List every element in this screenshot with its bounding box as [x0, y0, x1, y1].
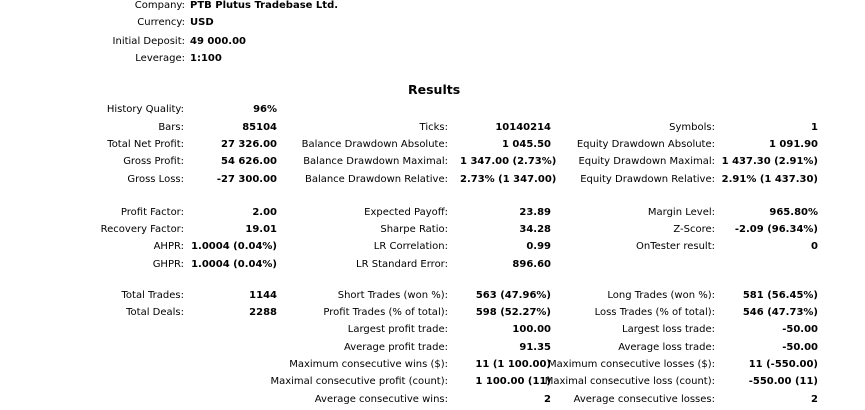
profit-factor-value: 2.00	[252, 207, 277, 218]
total-trades-label: Total Trades:	[121, 290, 184, 301]
leverage-label: Leverage:	[135, 53, 185, 64]
loss-trades-label: Loss Trades (% of total):	[594, 307, 715, 318]
total-net-profit-value: 27 326.00	[221, 139, 277, 150]
balance-drawdown-absolute-value: 1 045.50	[501, 139, 551, 150]
ticks-value: 10140214	[495, 122, 551, 133]
margin-level-label: Margin Level:	[647, 207, 715, 218]
largest-profit-trade-value: 100.00	[512, 324, 551, 335]
balance-drawdown-relative-label: Balance Drawdown Relative:	[304, 174, 448, 185]
currency-label: Currency:	[137, 17, 185, 28]
sharpe-ratio-value: 34.28	[519, 224, 551, 235]
ghpr-value: 1.0004 (0.04%)	[191, 259, 277, 270]
balance-drawdown-absolute-label: Balance Drawdown Absolute:	[301, 139, 448, 150]
ticks-label: Ticks:	[419, 122, 448, 133]
ahpr-value: 1.0004 (0.04%)	[191, 241, 277, 252]
maximal-consecutive-loss-label: Maximal consecutive loss (count):	[544, 376, 715, 387]
profit-trades-label: Profit Trades (% of total):	[323, 307, 448, 318]
gross-loss-value: -27 300.00	[216, 174, 277, 185]
leverage-value: 1:100	[190, 53, 222, 64]
history-quality-value: 96%	[253, 104, 277, 115]
symbols-value: 1	[811, 122, 818, 133]
total-deals-value: 2288	[249, 307, 277, 318]
gross-loss-label: Gross Loss:	[127, 174, 184, 185]
max-consecutive-losses-value: 11 (-550.00)	[748, 359, 818, 370]
lr-correlation-label: LR Correlation:	[373, 241, 448, 252]
maximal-consecutive-loss-value: -550.00 (11)	[748, 376, 818, 387]
symbols-label: Symbols:	[669, 122, 715, 133]
z-score-value: -2.09 (96.34%)	[734, 224, 818, 235]
ontester-result-value: 0	[811, 241, 818, 252]
maximal-consecutive-profit-value: 1 100.00 (11)	[475, 376, 551, 387]
initial-deposit-value: 49 000.00	[190, 36, 246, 47]
gross-profit-value: 54 626.00	[221, 156, 277, 167]
expected-payoff-label: Expected Payoff:	[364, 207, 448, 218]
equity-drawdown-maximal-value: 1 437.30 (2.91%)	[721, 156, 818, 167]
balance-drawdown-maximal-label: Balance Drawdown Maximal:	[303, 156, 448, 167]
lr-standard-error-value: 896.60	[512, 259, 551, 270]
total-trades-value: 1144	[249, 290, 277, 301]
short-trades-label: Short Trades (won %):	[337, 290, 448, 301]
gross-profit-label: Gross Profit:	[123, 156, 184, 167]
expected-payoff-value: 23.89	[519, 207, 551, 218]
lr-correlation-value: 0.99	[526, 241, 551, 252]
company-label: Company:	[134, 0, 185, 11]
ontester-result-label: OnTester result:	[635, 241, 715, 252]
max-consecutive-losses-label: Maximum consecutive losses ($):	[548, 359, 715, 370]
long-trades-value: 581 (56.45%)	[742, 290, 818, 301]
equity-drawdown-relative-label: Equity Drawdown Relative:	[580, 174, 715, 185]
profit-trades-value: 598 (52.27%)	[475, 307, 551, 318]
max-consecutive-wins-label: Maximum consecutive wins ($):	[289, 359, 448, 370]
long-trades-label: Long Trades (won %):	[607, 290, 715, 301]
largest-loss-trade-label: Largest loss trade:	[622, 324, 715, 335]
max-consecutive-wins-value: 11 (1 100.00)	[475, 359, 551, 370]
average-profit-trade-label: Average profit trade:	[343, 342, 448, 353]
short-trades-value: 563 (47.96%)	[475, 290, 551, 301]
average-consecutive-losses-value: 2	[811, 394, 818, 405]
z-score-label: Z-Score:	[673, 224, 715, 235]
ghpr-label: GHPR:	[152, 259, 184, 270]
ahpr-label: AHPR:	[153, 241, 184, 252]
history-quality-label: History Quality:	[106, 104, 184, 115]
lr-standard-error-label: LR Standard Error:	[356, 259, 448, 270]
largest-loss-trade-value: -50.00	[782, 324, 818, 335]
average-consecutive-wins-label: Average consecutive wins:	[314, 394, 448, 405]
total-deals-label: Total Deals:	[126, 307, 184, 318]
average-consecutive-losses-label: Average consecutive losses:	[573, 394, 715, 405]
currency-value: USD	[190, 17, 214, 28]
average-consecutive-wins-value: 2	[544, 394, 551, 405]
sharpe-ratio-label: Sharpe Ratio:	[380, 224, 448, 235]
loss-trades-value: 546 (47.73%)	[742, 307, 818, 318]
total-net-profit-label: Total Net Profit:	[107, 139, 184, 150]
equity-drawdown-relative-value: 2.91% (1 437.30)	[721, 174, 818, 185]
margin-level-value: 965.80%	[769, 207, 818, 218]
average-profit-trade-value: 91.35	[519, 342, 551, 353]
equity-drawdown-maximal-label: Equity Drawdown Maximal:	[578, 156, 715, 167]
largest-profit-trade-label: Largest profit trade:	[347, 324, 448, 335]
equity-drawdown-absolute-value: 1 091.90	[768, 139, 818, 150]
profit-factor-label: Profit Factor:	[120, 207, 184, 218]
bars-value: 85104	[242, 122, 277, 133]
recovery-factor-label: Recovery Factor:	[100, 224, 184, 235]
recovery-factor-value: 19.01	[245, 224, 277, 235]
average-loss-trade-label: Average loss trade:	[618, 342, 715, 353]
average-loss-trade-value: -50.00	[782, 342, 818, 353]
company-value: PTB Plutus Tradebase Ltd.	[190, 0, 339, 11]
results-title: Results	[408, 82, 461, 97]
balance-drawdown-relative-value: 2.73% (1 347.00)	[460, 174, 557, 185]
initial-deposit-label: Initial Deposit:	[112, 36, 185, 47]
maximal-consecutive-profit-label: Maximal consecutive profit (count):	[270, 376, 448, 387]
balance-drawdown-maximal-value: 1 347.00 (2.73%)	[460, 156, 557, 167]
bars-label: Bars:	[158, 122, 184, 133]
equity-drawdown-absolute-label: Equity Drawdown Absolute:	[576, 139, 715, 150]
